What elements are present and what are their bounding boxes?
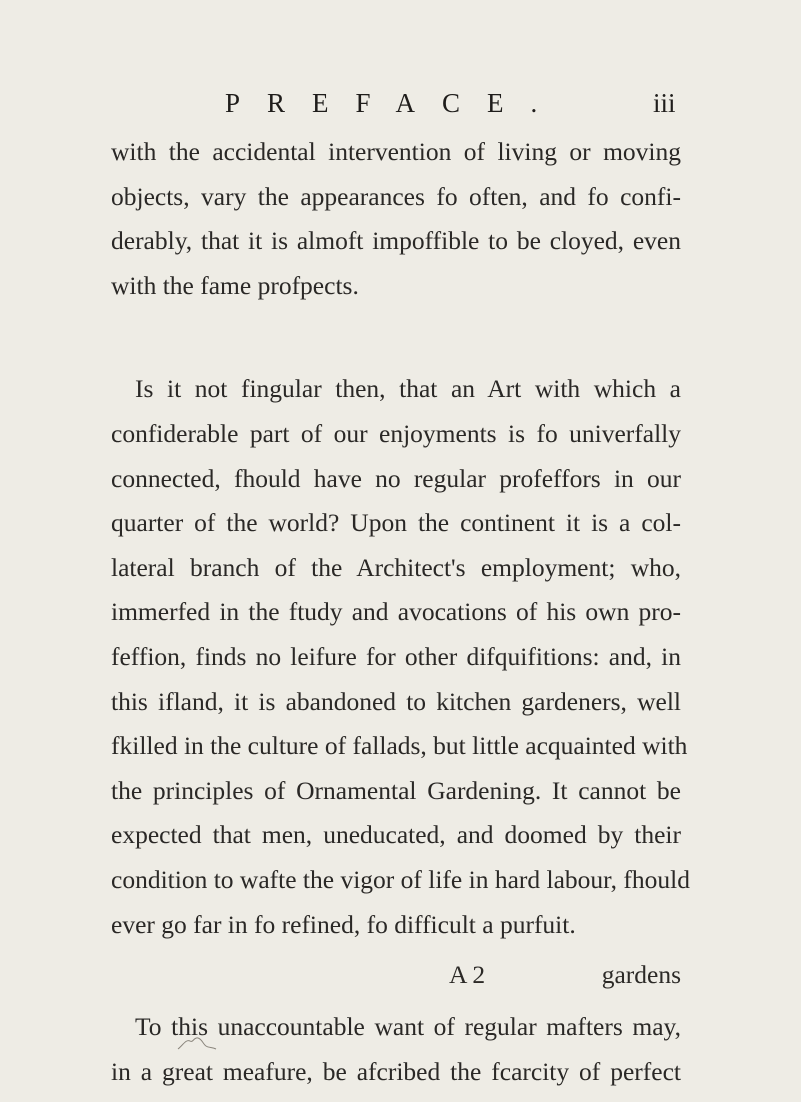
paragraph-1: [111, 130, 681, 308]
text-line: derably, that it is almoft impoffible to be cloyed, even: [111, 226, 681, 256]
text-line: To this unaccountable want of regular mafters may,: [135, 1012, 681, 1042]
paragraph-2: [111, 367, 690, 947]
text-line: feffion, finds no leifure for other difquifitions: and, in: [111, 641, 681, 671]
text-line: connected, fhould have no regular profeffors in our: [111, 463, 681, 493]
body-text: [111, 130, 690, 1094]
text-line: quarter of the world? Upon the continent it is a col-: [111, 508, 681, 538]
text-line: ever go far in fo refined, fo difficult a purfuit.: [111, 909, 576, 939]
text-line: Is it not fingular then, that an Art with which a: [135, 374, 681, 404]
text-line: with the fame profpects.: [111, 270, 359, 300]
page-footer: [111, 960, 681, 1004]
text-line: the principles of Ornamental Gardening. It cannot be: [111, 775, 681, 805]
text-line: with the accidental intervention of living or moving: [111, 137, 681, 166]
text-line: lateral branch of the Architect's employment; who,: [111, 552, 681, 582]
text-line: fkilled in the culture of fallads, but little acquainted with: [111, 731, 688, 761]
pen-squiggle-mark: [177, 1035, 217, 1051]
text-line: immerfed in the ftudy and avocations of his own pro-: [111, 597, 681, 627]
page-number: iii: [653, 88, 676, 118]
text-line: confiderable part of our enjoyments is fo univerfally: [111, 418, 681, 448]
text-line: this ifland, it is abandoned to kitchen gardeners, well: [111, 686, 681, 716]
catchword: gardens: [601, 960, 681, 989]
signature-mark: A 2: [449, 960, 486, 989]
text-line: in a great meafure, be afcribed the fcarcity of perfect: [111, 1056, 681, 1086]
text-line: expected that men, uneducated, and doomed by their: [111, 820, 681, 850]
page-header: [0, 88, 801, 128]
running-title: PREFACE.: [225, 88, 565, 118]
text-line: condition to wafte the vigor of life in hard labour, fhould: [111, 864, 690, 894]
text-line: objects, vary the appearances fo often, and fo confi-: [111, 181, 681, 211]
